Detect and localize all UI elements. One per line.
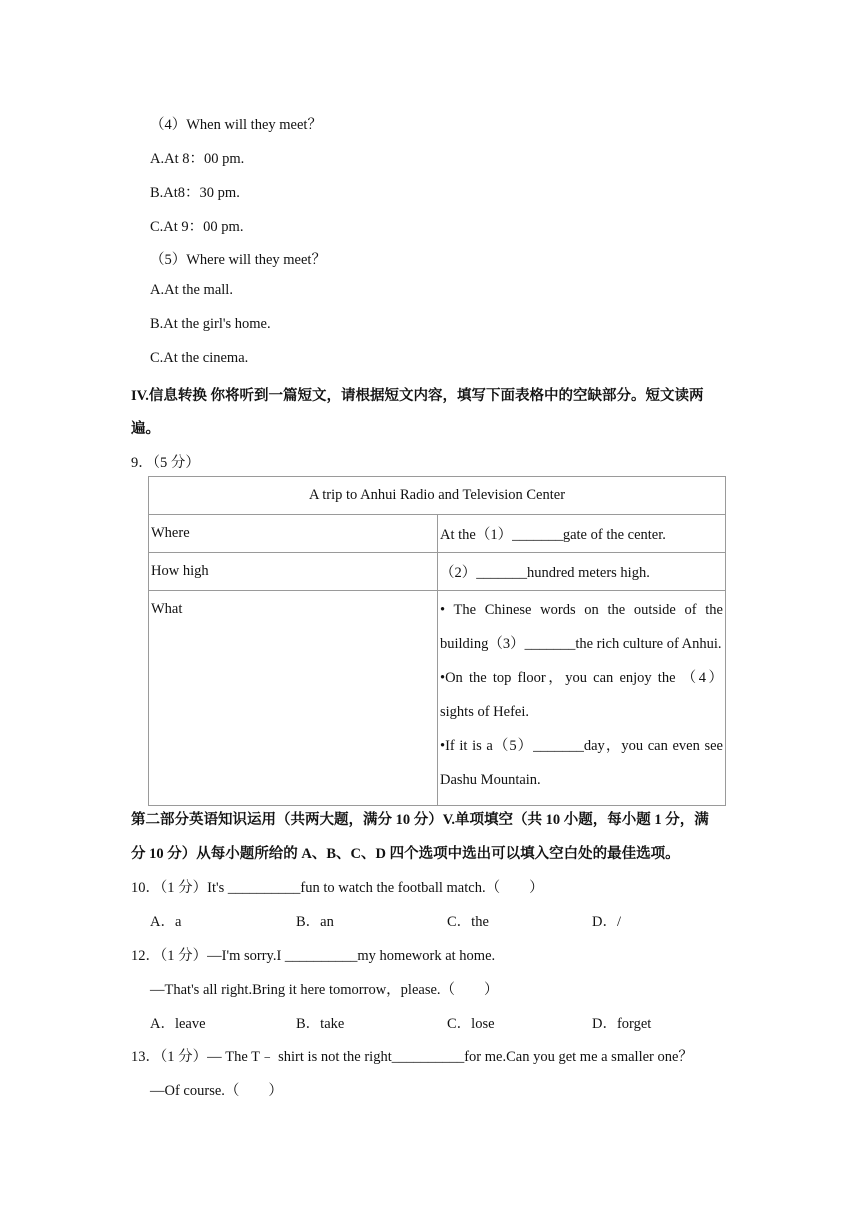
question-12: 12．（1 分）—I'm sorry.I __________my homework at home. [131, 948, 496, 964]
what-line: Dashu Mountain. [440, 772, 541, 788]
question-9-number: 9．（5 分） [131, 455, 200, 471]
q10-option-c: C．the [447, 914, 489, 930]
section-4-heading: IV.信息转换 你将听到一篇短文，请根据短文内容，填写下面表格中的空缺部分。短文读两 [131, 388, 704, 404]
question-4: （4）When will they meet？ [150, 117, 322, 133]
q4-option-b: B.At8：30 pm. [150, 185, 240, 201]
question-5: （5）Where will they meet？ [150, 252, 326, 268]
q12-option-c: C．lose [447, 1016, 495, 1032]
table-row [149, 515, 726, 553]
q12-option-d: D．forget [592, 1016, 652, 1032]
q5-option-b: B.At the girl's home. [150, 316, 271, 332]
what-line: •On the top floor，you can enjoy the （4） [440, 670, 723, 686]
info-table [148, 476, 726, 806]
question-10: 10．（1 分）It's __________fun to watch the football match.（ ） [131, 880, 544, 896]
row-value-how-high: （2）_______hundred meters high. [438, 553, 726, 591]
row-label-where: Where [149, 515, 438, 553]
q5-option-c: C.At the cinema. [150, 350, 249, 366]
question-13: 13．（1 分）— The T﹣ shirt is not the right__________for me.Can you get me a smaller one？ [131, 1049, 693, 1065]
q5-option-a: A.At the mall. [150, 282, 233, 298]
part-2-heading-cont: 分 10 分）从每小题所给的 A、B、C、D 四个选项中选出可以填入空白处的最佳选项。 [131, 846, 680, 862]
q10-option-a: A．a [150, 914, 182, 930]
question-12-response: —That's all right.Bring it here tomorrow，please.（ ） [150, 982, 499, 998]
row-label-how-high: How high [149, 553, 438, 591]
row-value-what [438, 591, 726, 806]
q4-option-a: A.At 8：00 pm. [150, 151, 245, 167]
what-line: building（3）_______the rich culture of Anhui. [440, 636, 722, 652]
q12-option-a: A．leave [150, 1016, 206, 1032]
table-title: A trip to Anhui Radio and Television Center [149, 477, 726, 515]
row-value-where: At the（1）_______gate of the center. [438, 515, 726, 553]
q10-option-b: B．an [296, 914, 334, 930]
q12-option-b: B．take [296, 1016, 345, 1032]
part-2-heading: 第二部分英语知识运用（共两大题，满分 10 分）V.单项填空（共 10 小题，每小题 1 分，满 [131, 812, 709, 828]
what-line: sights of Hefei. [440, 704, 529, 720]
q4-option-c: C.At 9：00 pm. [150, 219, 244, 235]
question-13-response: —Of course.（ ） [150, 1083, 283, 1099]
what-line: •If it is a（5）_______day，you can even see [440, 738, 723, 754]
row-label-what: What [149, 591, 438, 806]
q10-option-d: D．/ [592, 914, 621, 930]
what-line: • The Chinese words on the outside of the [440, 602, 723, 618]
table-row [149, 553, 726, 591]
table-row [149, 591, 726, 806]
section-4-heading-cont: 遍。 [131, 421, 160, 437]
